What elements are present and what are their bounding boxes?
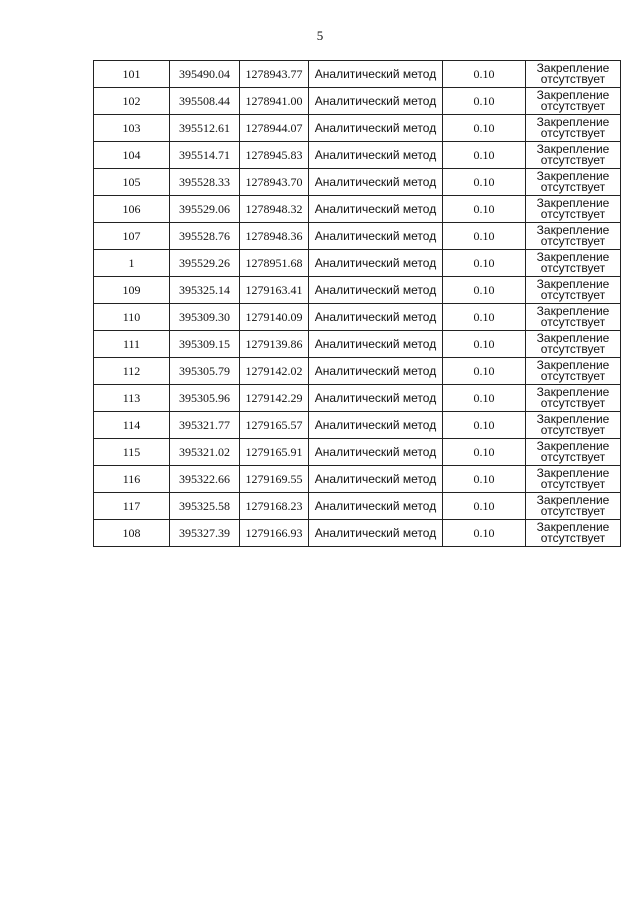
method-cell: Аналитический метод	[309, 250, 443, 277]
point-number-cell: 112	[94, 358, 170, 385]
fixing-text-line: отсутствует	[540, 126, 606, 140]
x-coordinate-cell: 395529.06	[170, 196, 240, 223]
fixing-cell	[526, 304, 621, 331]
accuracy-cell: 0.10	[443, 466, 526, 493]
table-row	[94, 412, 621, 439]
point-number-cell: 103	[94, 115, 170, 142]
y-coordinate-cell: 1279139.86	[240, 331, 309, 358]
y-coordinate-cell: 1278943.70	[240, 169, 309, 196]
accuracy-cell: 0.10	[443, 250, 526, 277]
point-number-cell: 116	[94, 466, 170, 493]
table-row	[94, 304, 621, 331]
method-cell: Аналитический метод	[309, 115, 443, 142]
fixing-text-line: Закрепление	[536, 304, 610, 318]
method-cell: Аналитический метод	[309, 142, 443, 169]
fixing-text-line: отсутствует	[540, 423, 606, 437]
fixing-text-line: Закрепление	[536, 331, 610, 345]
y-coordinate-cell: 1278948.32	[240, 196, 309, 223]
x-coordinate-cell: 395514.71	[170, 142, 240, 169]
fixing-cell	[526, 88, 621, 115]
table-row	[94, 223, 621, 250]
fixing-text-line: Закрепление	[536, 520, 610, 534]
x-coordinate-cell: 395325.58	[170, 493, 240, 520]
method-cell: Аналитический метод	[309, 88, 443, 115]
y-coordinate-cell: 1278951.68	[240, 250, 309, 277]
y-coordinate-cell: 1279140.09	[240, 304, 309, 331]
fixing-text-line: Закрепление	[536, 142, 610, 156]
fixing-cell	[526, 439, 621, 466]
fixing-text-line: отсутствует	[540, 504, 606, 518]
y-coordinate-cell: 1279163.41	[240, 277, 309, 304]
x-coordinate-cell: 395528.76	[170, 223, 240, 250]
point-number-cell: 102	[94, 88, 170, 115]
x-coordinate-cell: 395325.14	[170, 277, 240, 304]
fixing-text-line: отсутствует	[540, 99, 606, 113]
method-cell: Аналитический метод	[309, 277, 443, 304]
table-row	[94, 385, 621, 412]
x-coordinate-cell: 395528.33	[170, 169, 240, 196]
y-coordinate-cell: 1279168.23	[240, 493, 309, 520]
fixing-cell	[526, 412, 621, 439]
fixing-text-line: Закрепление	[536, 88, 610, 102]
accuracy-cell: 0.10	[443, 331, 526, 358]
y-coordinate-cell: 1279166.93	[240, 520, 309, 547]
coordinates-table	[93, 60, 621, 547]
y-coordinate-cell: 1278944.07	[240, 115, 309, 142]
fixing-text-line: отсутствует	[540, 477, 606, 491]
fixing-text-line: отсутствует	[540, 207, 606, 221]
table-row	[94, 88, 621, 115]
method-cell: Аналитический метод	[309, 385, 443, 412]
method-cell: Аналитический метод	[309, 331, 443, 358]
y-coordinate-cell: 1279142.02	[240, 358, 309, 385]
x-coordinate-cell: 395321.77	[170, 412, 240, 439]
fixing-text-line: Закрепление	[536, 223, 610, 237]
table-row	[94, 277, 621, 304]
method-cell: Аналитический метод	[309, 520, 443, 547]
fixing-cell	[526, 115, 621, 142]
fixing-text-line: отсутствует	[540, 396, 606, 410]
fixing-text-line: Закрепление	[536, 169, 610, 183]
method-cell: Аналитический метод	[309, 196, 443, 223]
point-number-cell: 115	[94, 439, 170, 466]
accuracy-cell: 0.10	[443, 439, 526, 466]
point-number-cell: 101	[94, 61, 170, 88]
accuracy-cell: 0.10	[443, 412, 526, 439]
fixing-cell	[526, 169, 621, 196]
fixing-text-line: Закрепление	[536, 412, 610, 426]
x-coordinate-cell: 395305.79	[170, 358, 240, 385]
accuracy-cell: 0.10	[443, 358, 526, 385]
fixing-text-line: отсутствует	[540, 261, 606, 275]
fixing-cell	[526, 385, 621, 412]
page-number: 5	[316, 28, 324, 43]
x-coordinate-cell: 395327.39	[170, 520, 240, 547]
table-row	[94, 250, 621, 277]
table-row	[94, 358, 621, 385]
method-cell: Аналитический метод	[309, 466, 443, 493]
fixing-text-line: Закрепление	[536, 277, 610, 291]
point-number-cell: 105	[94, 169, 170, 196]
y-coordinate-cell: 1279165.57	[240, 412, 309, 439]
table-row	[94, 196, 621, 223]
fixing-text-line: Закрепление	[536, 385, 610, 399]
accuracy-cell: 0.10	[443, 115, 526, 142]
fixing-text-line: отсутствует	[540, 180, 606, 194]
fixing-text-line: отсутствует	[540, 342, 606, 356]
accuracy-cell: 0.10	[443, 520, 526, 547]
fixing-text-line: отсутствует	[540, 234, 606, 248]
table-row	[94, 115, 621, 142]
accuracy-cell: 0.10	[443, 304, 526, 331]
x-coordinate-cell: 395309.15	[170, 331, 240, 358]
fixing-cell	[526, 196, 621, 223]
y-coordinate-cell: 1278941.00	[240, 88, 309, 115]
coordinates-table-body	[94, 61, 621, 547]
fixing-cell	[526, 223, 621, 250]
accuracy-cell: 0.10	[443, 142, 526, 169]
point-number-cell: 108	[94, 520, 170, 547]
x-coordinate-cell: 395322.66	[170, 466, 240, 493]
point-number-cell: 110	[94, 304, 170, 331]
table-row	[94, 169, 621, 196]
accuracy-cell: 0.10	[443, 169, 526, 196]
fixing-text-line: отсутствует	[540, 72, 606, 86]
table-row	[94, 493, 621, 520]
fixing-text-line: Закрепление	[536, 439, 610, 453]
x-coordinate-cell: 395508.44	[170, 88, 240, 115]
method-cell: Аналитический метод	[309, 439, 443, 466]
y-coordinate-cell: 1278945.83	[240, 142, 309, 169]
fixing-cell	[526, 142, 621, 169]
x-coordinate-cell: 395490.04	[170, 61, 240, 88]
fixing-text-line: отсутствует	[540, 450, 606, 464]
x-coordinate-cell: 395305.96	[170, 385, 240, 412]
method-cell: Аналитический метод	[309, 169, 443, 196]
method-cell: Аналитический метод	[309, 412, 443, 439]
fixing-text-line: Закрепление	[536, 61, 610, 75]
x-coordinate-cell: 395529.26	[170, 250, 240, 277]
fixing-text-line: Закрепление	[536, 493, 610, 507]
accuracy-cell: 0.10	[443, 61, 526, 88]
table-row	[94, 142, 621, 169]
method-cell: Аналитический метод	[309, 61, 443, 88]
fixing-text-line: отсутствует	[540, 153, 606, 167]
method-cell: Аналитический метод	[309, 493, 443, 520]
fixing-text-line: Закрепление	[536, 115, 610, 129]
table-row	[94, 331, 621, 358]
accuracy-cell: 0.10	[443, 88, 526, 115]
fixing-text-line: Закрепление	[536, 358, 610, 372]
method-cell: Аналитический метод	[309, 358, 443, 385]
table-row	[94, 520, 621, 547]
point-number-cell: 106	[94, 196, 170, 223]
point-number-cell: 117	[94, 493, 170, 520]
accuracy-cell: 0.10	[443, 385, 526, 412]
accuracy-cell: 0.10	[443, 223, 526, 250]
point-number-cell: 113	[94, 385, 170, 412]
fixing-text-line: отсутствует	[540, 531, 606, 545]
fixing-text-line: отсутствует	[540, 315, 606, 329]
y-coordinate-cell: 1279165.91	[240, 439, 309, 466]
fixing-cell	[526, 520, 621, 547]
x-coordinate-cell: 395512.61	[170, 115, 240, 142]
accuracy-cell: 0.10	[443, 196, 526, 223]
accuracy-cell: 0.10	[443, 493, 526, 520]
y-coordinate-cell: 1278943.77	[240, 61, 309, 88]
table-row	[94, 439, 621, 466]
fixing-text-line: Закрепление	[536, 250, 610, 264]
accuracy-cell: 0.10	[443, 277, 526, 304]
fixing-cell	[526, 277, 621, 304]
table-row	[94, 466, 621, 493]
fixing-text-line: Закрепление	[536, 466, 610, 480]
table-row	[94, 61, 621, 88]
x-coordinate-cell: 395321.02	[170, 439, 240, 466]
point-number-cell: 107	[94, 223, 170, 250]
x-coordinate-cell: 395309.30	[170, 304, 240, 331]
fixing-text-line: Закрепление	[536, 196, 610, 210]
method-cell: Аналитический метод	[309, 223, 443, 250]
fixing-cell	[526, 493, 621, 520]
y-coordinate-cell: 1279169.55	[240, 466, 309, 493]
y-coordinate-cell: 1279142.29	[240, 385, 309, 412]
fixing-cell	[526, 250, 621, 277]
fixing-text-line: отсутствует	[540, 288, 606, 302]
fixing-cell	[526, 61, 621, 88]
point-number-cell: 1	[94, 250, 170, 277]
fixing-cell	[526, 466, 621, 493]
point-number-cell: 109	[94, 277, 170, 304]
fixing-cell	[526, 331, 621, 358]
point-number-cell: 104	[94, 142, 170, 169]
fixing-cell	[526, 358, 621, 385]
fixing-text-line: отсутствует	[540, 369, 606, 383]
y-coordinate-cell: 1278948.36	[240, 223, 309, 250]
point-number-cell: 111	[94, 331, 170, 358]
method-cell: Аналитический метод	[309, 304, 443, 331]
point-number-cell: 114	[94, 412, 170, 439]
